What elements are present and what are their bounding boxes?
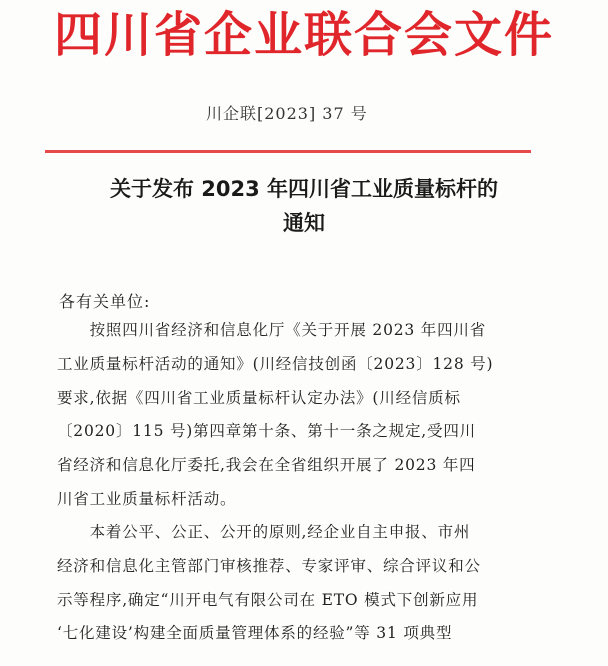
paragraph-line: 省经济和信息化厅委托,我会在全省组织开展了 2023 年四 <box>57 456 476 475</box>
body-paragraph-2 <box>57 516 532 651</box>
paragraph-line: 示等程序,确定“川开电气有限公司在 ETO 模式下创新应用 <box>57 590 479 609</box>
paragraph-line: 工业质量标杆活动的通知》(川经信技创函〔2023〕128 号) <box>57 354 494 373</box>
notice-title-line: 关于发布 2023 年四川省工业质量标杆的 <box>109 177 499 201</box>
paragraph-line: 要求,依据《四川省工业质量标杆认定办法》(川经信质标 <box>57 388 461 407</box>
paragraph-line: ‘七化建设’构建全面质量管理体系的经验”等 31 项典型 <box>57 624 453 643</box>
paragraph-line: 按照四川省经济和信息化厅《关于开展 2023 年四川省 <box>57 321 487 339</box>
paragraph-line: 〔2020〕115 号)第四章第十条、第十一条之规定,受四川 <box>57 422 476 441</box>
notice-title-line: 通知 <box>283 211 325 235</box>
document-number: 川企联[2023] 37 号 <box>206 104 368 123</box>
paragraph-line: 川省工业质量标杆活动。 <box>57 489 237 508</box>
notice-title <box>0 172 608 240</box>
red-divider-line <box>45 150 531 153</box>
paragraph-line: 本着公平、公正、公开的原则,经企业自主申报、市州 <box>57 523 471 541</box>
body-paragraph-1 <box>57 314 532 517</box>
paragraph-line: 经济和信息化主管部门审核推荐、专家评审、综合评议和公 <box>57 556 481 575</box>
document-header-title: 四川省企业联合会文件 <box>53 7 554 63</box>
salutation: 各有关单位: <box>59 292 151 311</box>
